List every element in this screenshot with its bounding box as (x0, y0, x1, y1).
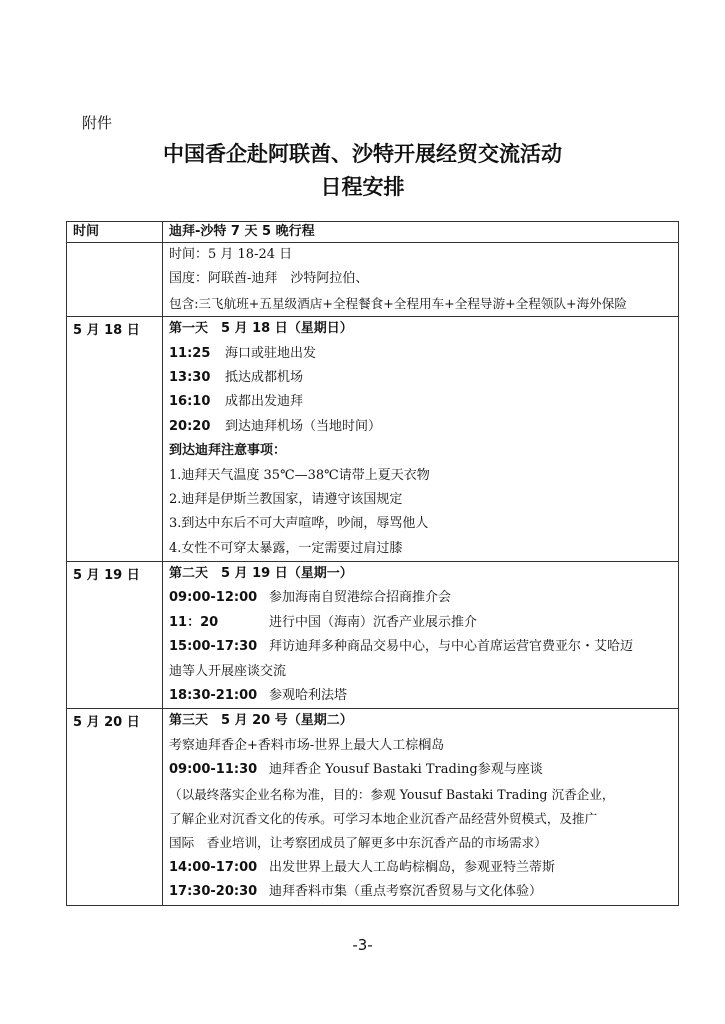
overview-row (67, 243, 679, 317)
day2-date-cell (67, 562, 163, 709)
day2-heading: 第二天 5 月 19 日（星期一） (169, 566, 353, 582)
day1-date: 5 月 18 日 (73, 323, 140, 339)
schedule-item: 18:30-21:00 参观哈利法塔 (169, 688, 348, 704)
overview-includes: 包含:三飞航班+五星级酒店+全程餐食+全程用车+全程导游+全程领队+海外保险 (169, 295, 627, 311)
schedule-item: 13:30 抵达成都机场 (169, 369, 304, 385)
day2-content (163, 562, 679, 709)
schedule-item: 11:25 海口或驻地出发 (169, 345, 317, 361)
day3-paragraph-line: （以最终落实企业名称为准，目的：参观 Yousuf Bastaki Trading 沉香企业， (169, 786, 615, 802)
attachment-label: 附件 (82, 114, 113, 132)
day3-paragraph-line: 国际 香业培训，让考察团成员了解更多中东沉香产品的市场需求） (169, 835, 547, 851)
day1-row (67, 317, 679, 562)
day1-note: 2.迪拜是伊斯兰教国家，请遵守该国规定 (169, 491, 403, 507)
header-time: 时间 (67, 222, 163, 243)
document-title: 中国香企赴阿联酋、沙特开展经贸交流活动 (163, 142, 562, 166)
day3-content (163, 709, 679, 905)
overview-time-cell (67, 243, 163, 317)
schedule-item: 14:00-17:00 出发世界上最大人工岛屿棕榈岛，参观亚特兰蒂斯 (169, 859, 556, 875)
header-itinerary: 迪拜-沙特 7 天 5 晚行程 (163, 222, 679, 243)
day3-date-cell (67, 709, 163, 905)
schedule-item: 15:00-17:30 拜访迪拜多种商品交易中心，与中心首席运营官费亚尔・艾哈迈 (169, 639, 634, 655)
day1-heading: 第一天 5 月 18 日（星期日） (169, 321, 353, 337)
schedule-item: 11：20 进行中国（海南）沉香产业展示推介 (169, 614, 478, 630)
page-number: -3- (352, 936, 373, 954)
schedule-item: 17:30-20:30 迪拜香料市集（重点考察沉香贸易与文化体验） (169, 884, 543, 900)
day3-paragraph-line: 了解企业对沉香文化的传承。可学习本地企业沉香产品经营外贸模式，及推广 (169, 810, 598, 826)
day1-notes-heading: 到达迪拜注意事项： (169, 443, 287, 459)
schedule-item: 09:00-11:30 迪拜香企 Yousuf Bastaki Trading参观与座谈 (169, 762, 543, 778)
day1-note: 1.迪拜天气温度 35℃—38℃请带上夏天衣物 (169, 467, 430, 483)
day3-row (67, 709, 679, 905)
day1-content (163, 317, 679, 562)
schedule-table (66, 221, 679, 906)
day3-intro: 考察迪拜香企+香料市场-世界上最大人工棕榈岛 (169, 737, 445, 753)
schedule-item-continuation: 迪等人开展座谈交流 (169, 663, 287, 679)
document-subtitle: 日程安排 (320, 175, 405, 199)
day1-date-cell (67, 317, 163, 562)
day1-note: 3.到达中东后不可大声喧哗，吵闹，辱骂他人 (169, 516, 429, 532)
schedule-item: 09:00-12:00 参加海南自贸港综合招商推介会 (169, 590, 452, 606)
day3-heading: 第三天 5 月 20 号（星期二） (169, 713, 353, 729)
table-header-row (67, 222, 679, 243)
overview-countries: 国度：阿联酋-迪拜 沙特阿拉伯、 (169, 271, 369, 287)
day1-note: 4.女性不可穿太暴露，一定需要过肩过膝 (169, 540, 403, 556)
schedule-item: 16:10 成都出发迪拜 (169, 394, 304, 410)
day3-date: 5 月 20 日 (73, 715, 140, 731)
day2-date: 5 月 19 日 (73, 568, 140, 584)
overview-cell (163, 243, 679, 317)
day2-row (67, 562, 679, 709)
overview-dates: 时间：5 月 18-24 日 (169, 247, 293, 262)
schedule-item: 20:20 到达迪拜机场（当地时间） (169, 418, 382, 434)
